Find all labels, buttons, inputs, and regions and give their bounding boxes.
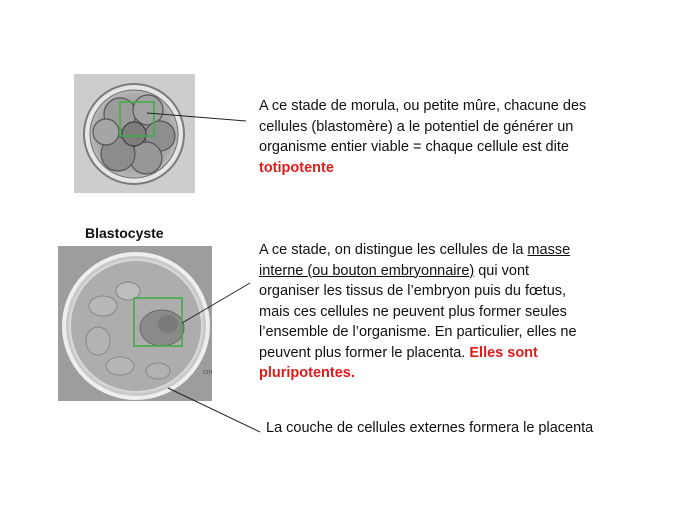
blastocyst-line-6: peuvent plus former le placenta. Elles sont <box>259 344 538 361</box>
cm-label: cm <box>203 369 212 376</box>
pluripotent-keyword-cont: pluripotentes. <box>259 365 355 381</box>
blastocyst-title: Blastocyste <box>85 225 164 241</box>
morula-connector <box>147 113 246 121</box>
morula-line-1: A ce stade de morula, ou petite mûre, chacune des <box>259 98 587 114</box>
blastocyst-text <box>259 240 577 384</box>
morula-line-3: organisme entier viable = chaque cellule est dite <box>259 139 569 155</box>
outer-layer-connector <box>168 388 260 432</box>
totipotent-keyword: totipotente <box>259 159 334 176</box>
pluripotent-keyword: Elles sont <box>469 344 538 361</box>
blastocyst-line-4: mais ces cellules ne peuvent plus former seules <box>259 303 567 320</box>
blastocyst-line-1: A ce stade, on distingue les cellules de la masse <box>259 242 571 258</box>
inner-mass-term-cont: interne (ou bouton embryonnaire) <box>259 262 475 279</box>
blastocyst-line-5: l’ensemble de l’organisme. En particulier, elles ne <box>259 324 577 340</box>
inner-mass-connector <box>182 283 250 323</box>
morula-line-2: cellules (blastomère) a le potentiel de générer un <box>259 118 574 135</box>
morula-text <box>259 96 586 178</box>
placenta-note: La couche de cellules externes formera le placenta <box>266 420 594 436</box>
blastocyst-line-2: interne (ou bouton embryonnaire) qui vont <box>259 262 530 279</box>
inner-mass-term: masse <box>527 242 571 258</box>
blastocyst-line-3: organiser les tissus de l’embryon puis du fœtus, <box>259 283 567 299</box>
